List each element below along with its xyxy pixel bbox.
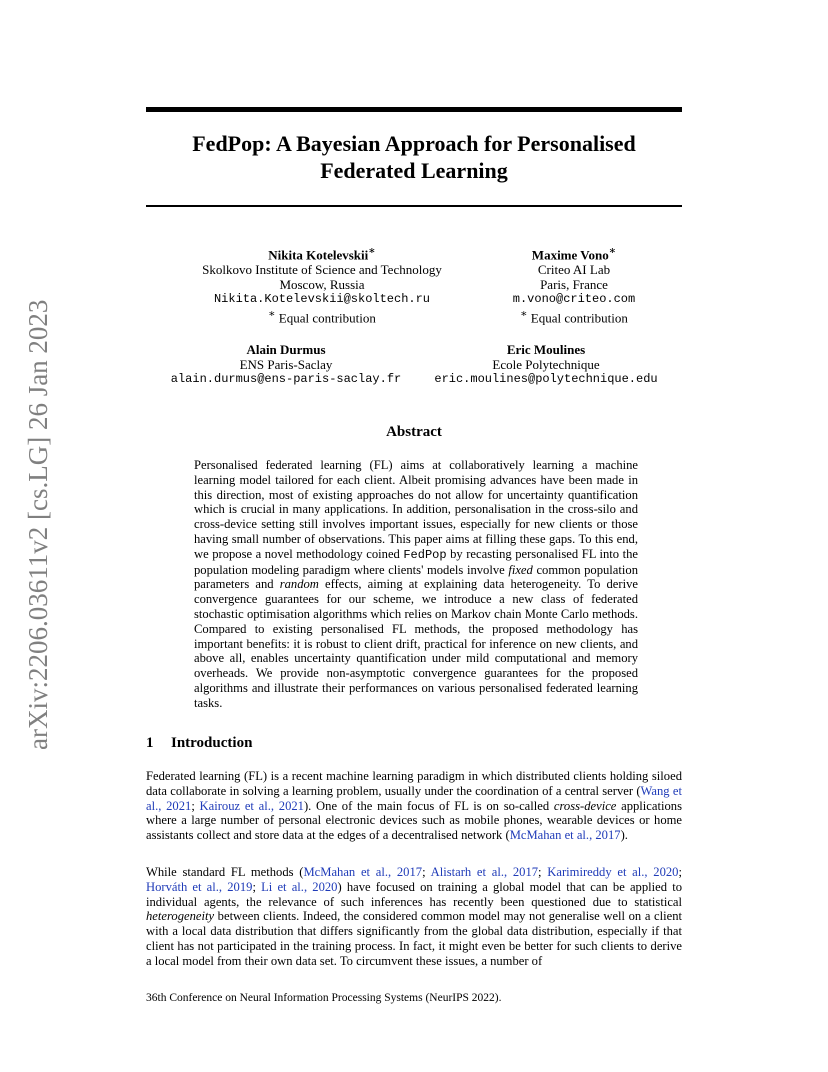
author-email[interactable]: Nikita.Kotelevskii@skoltech.ru [213,292,431,307]
citation-link[interactable]: Alistarh et al., 2017 [430,865,539,879]
section-heading-introduction [146,735,252,752]
intro-paragraph-1: Federated learning (FL) is a recent machine learning paradigm in which distributed clients holding siloed data collaborate in solving a learning problem, usually under the coordination of a central server (Wang et al., 2021; Kairouz et al., 2021). One of the main focus of FL is on so-called cross-device applications where a large number of personal electronic devices such as mobile phones, wearable devices or home assistants collect and store data at the edges of a decentralised network (McMahan et al., 2017). [146,769,682,843]
author-block-vono [490,244,658,326]
author-affiliation: ENS Paris-Saclay [239,357,333,372]
title-line-2: Federated Learning [320,158,508,183]
abstract-heading: Abstract [386,424,442,440]
author-email[interactable]: eric.moulines@polytechnique.edu [434,372,658,386]
author-affiliation: Skolkovo Institute of Science and Technology [202,262,442,278]
author-block-moulines [430,342,662,387]
author-name: Nikita Kotelevskii∗ [268,245,376,263]
author-note: ∗ Equal contribution [268,308,376,326]
method-name: FedPop [403,547,447,562]
section-number: 1 [146,735,154,751]
author-location: Paris, France [540,277,608,293]
author-affiliation: Criteo AI Lab [537,262,611,278]
citation-link[interactable]: Horváth et al., 2019 [146,879,253,894]
author-block-kotelevskii [186,244,458,326]
author-block-durmus [160,342,412,387]
citation-link[interactable]: Wang et al., 2021 [146,783,682,813]
author-note: ∗ Equal contribution [520,308,628,326]
title-bottom-rule [146,205,682,207]
citation-link[interactable]: Karimireddy et al., 2020 [547,865,679,879]
author-email[interactable]: m.vono@criteo.com [512,292,636,307]
citation-link[interactable]: McMahan et al., 2017 [509,828,621,843]
citation-link[interactable]: McMahan et al., 2017 [303,865,423,879]
abstract-text: Personalised federated learning (FL) aims at collaboratively learning a machine learning model tailored for each client. Albeit promising advances have been made in this direction, most of existing approaches do not allow for uncertainty quantification which is crucial in many applications. In addition, personalisation in the cross-silo and cross-device setting still involves important issues, especially for new clients or those having small number of observations. This paper aims at filling these gaps. To this end, we propose a novel methodology coined FedPop by recasting personalised FL into the population modeling paradigm where clients' models involve fixed common population parameters and random effects, aiming at explaining data heterogeneity. To derive convergence guarantees for our scheme, we introduce a new class of federated stochastic optimisation algorithms which relies on Markov chain Monte Carlo methods. Compared to existing personalised FL methods, the proposed methodology has important benefits: it is robust to client drift, practical for inference on new clients, and above all, enables uncertainty quantification under mild computational and memory overheads. We provide non-asymptotic convergence guarantees for the proposed algorithms and illustrate their performances on various personalised federated learning tasks. [194,458,638,710]
author-name: Alain Durmus [246,342,326,357]
paper-title [146,130,682,184]
intro-paragraph-2: While standard FL methods (McMahan et al., 2017; Alistarh et al., 2017; Karimireddy et al., 2020; Horváth et al., 2019; Li et al., 2020) have focused on training a global model that can be applied to individual agents, the relevance of such inferences has recently been questioned due to statistical heterogeneity between clients. Indeed, the considered common model may not generalise well on a client with a local data distribution that differs significantly from the global data distribution, especially if that client has not participated in the training process. In fact, it might even be better for such clients to derive a local model from their own data set. To circumvent these issues, a number of [146,865,683,968]
conference-footnote: 36th Conference on Neural Information Processing Systems (NeurIPS 2022). [146,992,502,1004]
author-email[interactable]: alain.durmus@ens-paris-saclay.fr [170,372,402,386]
citation-link[interactable]: Kairouz et al., 2021 [199,798,304,813]
arxiv-identifier: arXiv:2206.03611v2 [cs.LG] 26 Jan 2023 [23,299,53,751]
author-location: Moscow, Russia [279,277,365,293]
author-affiliation: Ecole Polytechnique [492,357,600,372]
title-line-1: FedPop: A Bayesian Approach for Personalised [192,131,636,156]
author-name: Eric Moulines [506,342,586,357]
title-top-rule [146,107,682,112]
author-name: Maxime Vono∗ [531,245,617,263]
citation-link[interactable]: Li et al., 2020 [261,879,338,894]
section-title: Introduction [171,735,253,751]
